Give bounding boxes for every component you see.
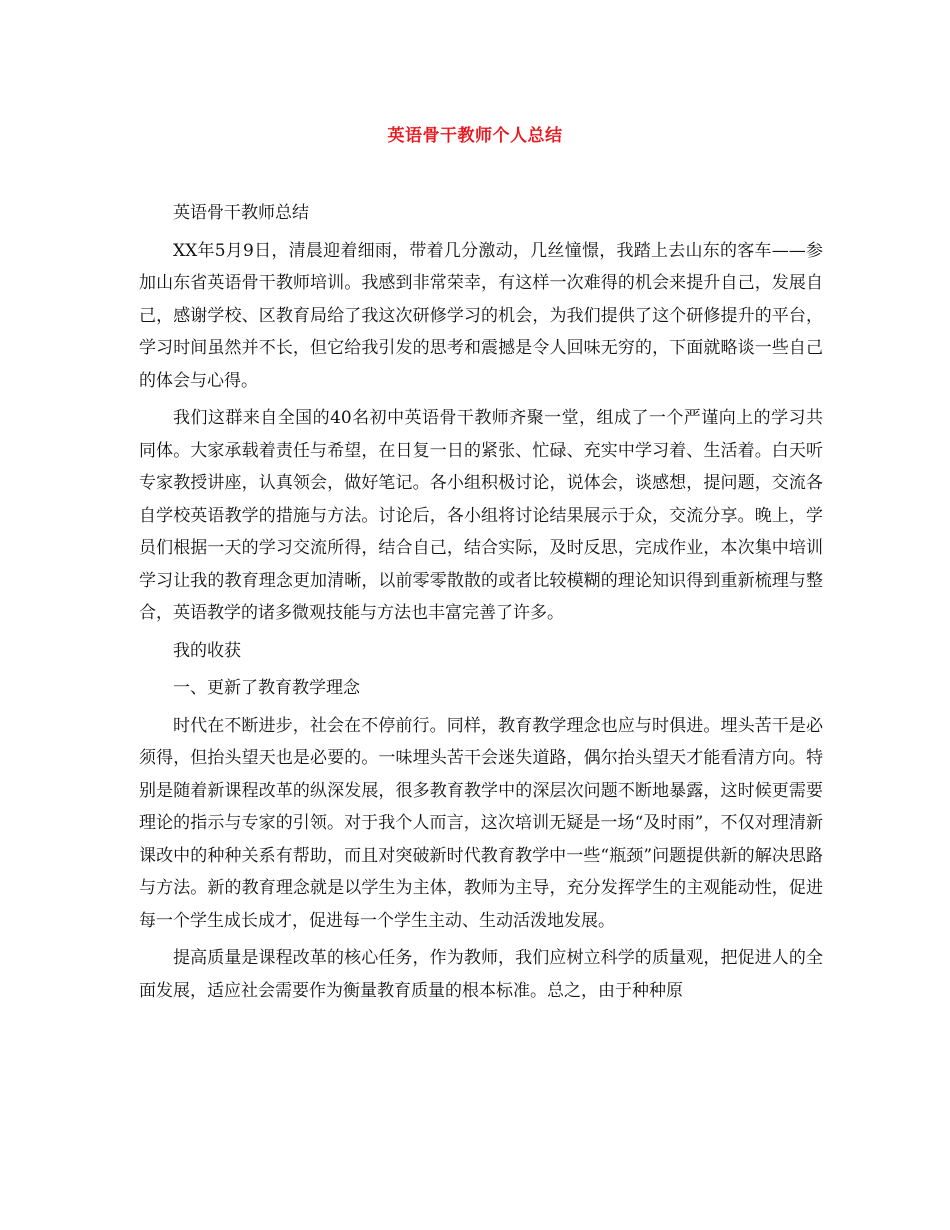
section-heading: 我的收获 — [173, 640, 241, 661]
paragraph: 我们这群来自全国的40名初中英语骨干教师齐聚一堂，组成了一个严谨向上的学习共同体。大家承载着责任与希望，在日复一日的紧张、忙碌、充实中学习着、生活着。白天听专家教授讲座，认真领会，做好笔记。各小组积极讨论，说体会，谈感想，提问题，交流各自学校英语教学的措施与方法。讨论后，各小组将讨论结果展示于众，交流分享。晚上，学员们根据一天的学习交流所得，结合自己，结合实际，及时反思，完成作业，本次集中培训学习让我的教育理念更加清晰，以前零零散散的或者比较模糊的理论知识得到重新梳理与整合，英语教学的诸多微观技能与方法也丰富完善了许多。 — [139, 408, 823, 623]
paragraph: 时代在不断进步，社会在不停前行。同样，教育教学理念也应与时俱进。埋头苦干是必须得，但抬头望天也是必要的。一味埋头苦干会迷失道路，偶尔抬头望天才能看清方向。特别是随着新课程改革的纵深发展，很多教育教学中的深层次问题不断地暴露，这时候更需要理论的指示与专家的引领。对于我个人而言，这次培训无疑是一场“及时雨”，不仅对理清新课改中的种种关系有帮助，而且对突破新时代教育教学中一些“瓶颈”问题提供新的解决思路与方法。新的教育理念就是以学生为主体，教师为主导，充分发挥学生的主观能动性，促进每一个学生成长成才，促进每一个学生主动、生动活泼地发展。 — [139, 715, 823, 931]
paragraph-heading: 英语骨干教师总结 — [173, 203, 309, 223]
document-body — [139, 197, 823, 1007]
paragraph: 提高质量是课程改革的核心任务，作为教师，我们应树立科学的质量观，把促进人的全面发展，适应社会需要作为衡量教育质量的根本标准。总之，由于种种原 — [139, 948, 823, 1001]
subsection-heading: 一、更新了教育教学理念 — [173, 678, 360, 698]
document-title: 英语骨干教师个人总结 — [387, 126, 563, 146]
paragraph: XX年5月9日，清晨迎着细雨，带着几分激动，几丝憧憬，我踏上去山东的客车——参加山东省英语骨干教师培训。我感到非常荣幸，有这样一次难得的机会来提升自己，发展自己，感谢学校、区教育局给了我这次研修学习的机会，为我们提供了这个研修提升的平台，学习时间虽然并不长，但它给我引发的思考和震撼是令人回味无穷的，下面就略谈一些自己的体会与心得。 — [139, 240, 823, 391]
